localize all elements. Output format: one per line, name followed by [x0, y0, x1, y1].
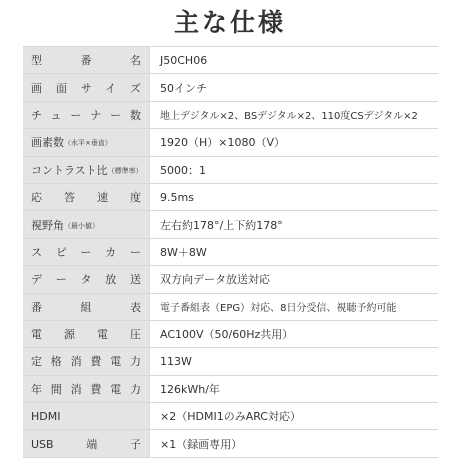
- spec-value: 5000：1: [150, 156, 439, 183]
- spec-value: 左右約178°/上下約178°: [150, 211, 439, 238]
- spec-row-viewing-angle: [23, 211, 438, 238]
- spec-row-rated-power: [23, 348, 438, 375]
- spec-label: 画素数: [31, 136, 64, 150]
- spec-label: スピーカー: [31, 245, 141, 259]
- spec-value: 8W＋8W: [150, 238, 439, 265]
- spec-label: 応答速度: [31, 191, 141, 205]
- spec-value: 113W: [150, 348, 439, 375]
- spec-label: 視野角: [31, 218, 64, 232]
- spec-label: USB端子: [31, 437, 141, 451]
- spec-row-usb: [23, 430, 438, 457]
- spec-label-note: （最小値）: [64, 221, 99, 230]
- page-title: 主な仕様: [173, 8, 286, 37]
- spec-value: 双方向データ放送対応: [150, 266, 439, 293]
- spec-label: 定格消費電力: [31, 355, 141, 369]
- spec-label: チューナー数: [31, 108, 141, 122]
- spec-label-note: （水平×垂直）: [64, 139, 112, 148]
- spec-value: ×1（録画専用）: [150, 430, 439, 457]
- spec-label: 電源電圧: [31, 328, 141, 342]
- spec-label: 番組表: [31, 300, 141, 314]
- spec-row-tuners: [23, 101, 438, 128]
- spec-row-hdmi: [23, 403, 438, 430]
- spec-row-speaker: [23, 238, 438, 265]
- spec-value: 126kWh/年: [150, 375, 439, 402]
- spec-value: 電子番組表（EPG）対応、8日分受信、視聴予約可能: [150, 293, 439, 320]
- spec-label: 型番名: [31, 54, 141, 68]
- spec-value: J50CH06: [150, 47, 439, 74]
- spec-value: 50インチ: [150, 74, 439, 101]
- spec-row-response-time: [23, 183, 438, 210]
- spec-label: HDMI: [31, 409, 61, 423]
- spec-row-resolution: [23, 129, 438, 156]
- spec-label: 年間消費電力: [31, 382, 141, 396]
- spec-row-contrast: [23, 156, 438, 183]
- spec-label: コントラスト比: [31, 163, 108, 177]
- spec-value: 9.5ms: [150, 183, 439, 210]
- spec-row-data-broadcast: [23, 266, 438, 293]
- spec-label: 画面サイズ: [31, 81, 141, 95]
- spec-value: 1920（H）×1080（V）: [150, 129, 439, 156]
- spec-label-note: （標準率）: [107, 166, 143, 175]
- spec-table: [23, 46, 438, 458]
- spec-value: ×2（HDMI1のみARC対応）: [150, 403, 439, 430]
- spec-row-power-voltage: [23, 320, 438, 347]
- spec-row-program-guide: [23, 293, 438, 320]
- spec-row-annual-power: [23, 375, 438, 402]
- spec-value: AC100V（50/60Hz共用）: [150, 320, 439, 347]
- spec-row-model: [23, 47, 438, 74]
- spec-row-screen-size: [23, 74, 438, 101]
- spec-value: 地上デジタル×2、BSデジタル×2、110度CSデジタル×2: [150, 101, 439, 128]
- spec-label: データ放送: [31, 273, 141, 287]
